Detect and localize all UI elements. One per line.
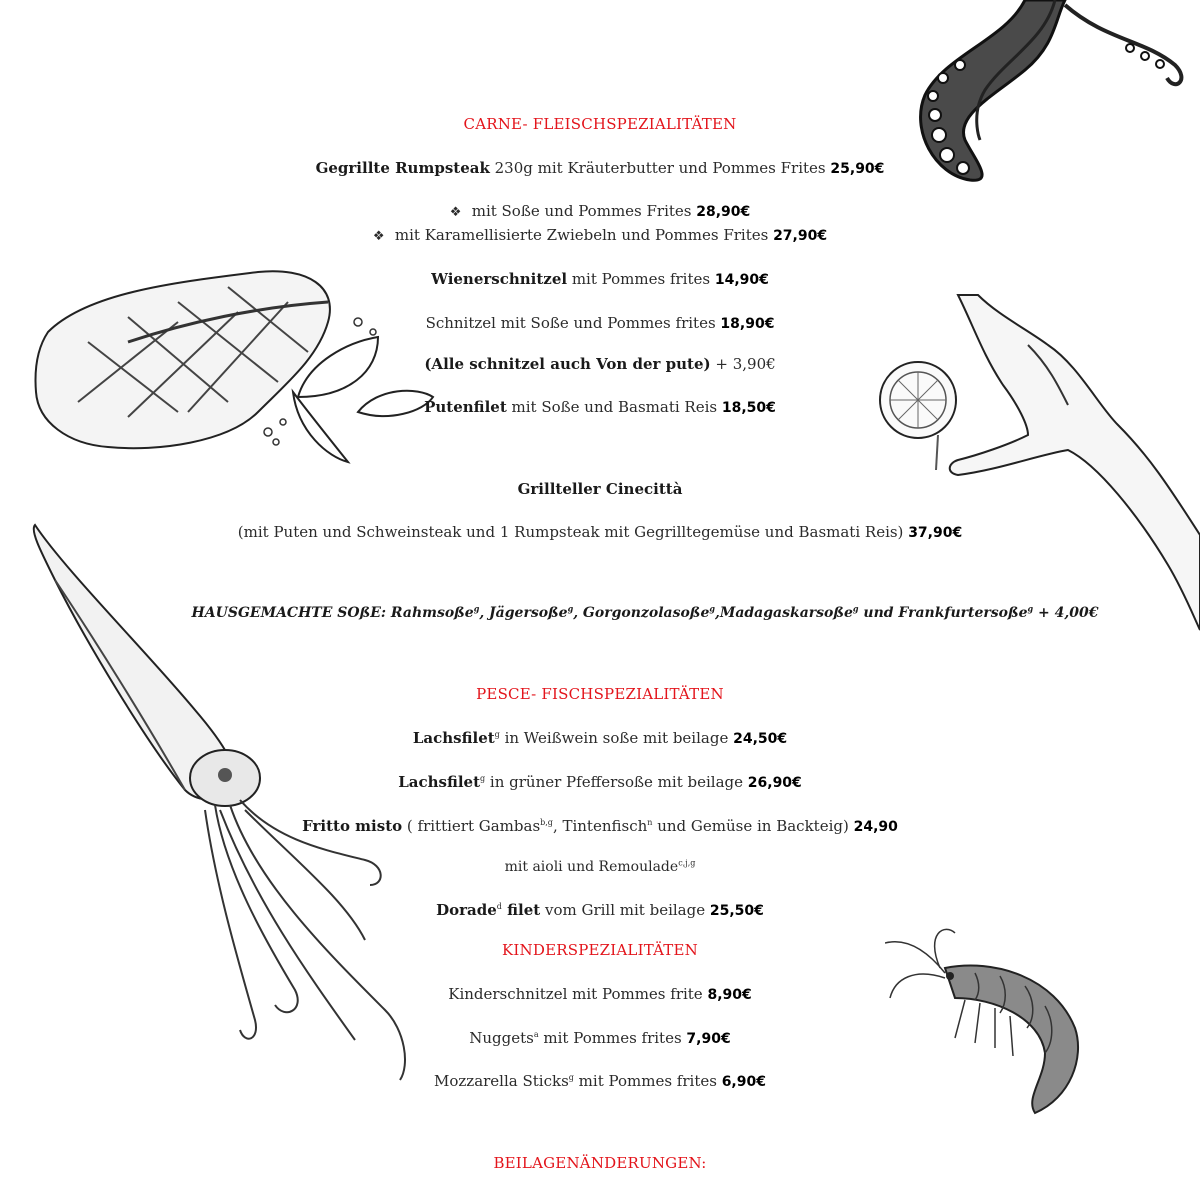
- allergen-mark: d: [496, 902, 502, 911]
- item-desc: in Weißwein soße mit beilage: [499, 729, 734, 747]
- item-price: 27,90€: [773, 228, 828, 244]
- item-desc: mit Pommes frites: [538, 1029, 687, 1047]
- allergen-mark: g: [480, 774, 486, 783]
- sides-section-title: BEILAGENÄNDERUNGEN:: [493, 1154, 707, 1172]
- menu-item-schnitzel: [0, 313, 1200, 334]
- item-name: (Alle schnitzel auch Von der pute): [424, 355, 711, 373]
- diamond-bullet-icon: ❖: [372, 229, 385, 244]
- item-name: Fritto misto: [302, 817, 403, 835]
- menu-item-dorade: [0, 900, 1200, 921]
- item-price: 24,50€: [733, 731, 788, 747]
- item-price: 26,90€: [747, 775, 802, 791]
- menu-item-grillteller: [0, 479, 1200, 499]
- item-desc: mit Karamellisierte Zwiebeln und Pommes Frites: [394, 226, 774, 244]
- sauce-name: , Jägersoße: [479, 605, 568, 621]
- item-name: Gegrillte Rumpsteak: [315, 159, 490, 177]
- item-desc: + 3,90€: [710, 355, 776, 373]
- item-desc: Kinderschnitzel mit Pommes frite: [448, 985, 708, 1003]
- diamond-bullet-icon: ❖: [449, 205, 462, 220]
- item-desc: Nuggets: [469, 1029, 534, 1047]
- item-price: 7,90€: [686, 1031, 731, 1047]
- menu-note-pute: [0, 354, 1200, 374]
- allergen-mark: g: [568, 1073, 574, 1082]
- item-name: Wienerschnitzel: [431, 270, 568, 288]
- hand-with-lemon-illustration: [878, 285, 1200, 635]
- menu-item-fritto-sub: [0, 857, 1200, 877]
- menu-item-putenfilet: [0, 397, 1200, 418]
- item-price: 25,90€: [830, 161, 885, 177]
- allergen-mark: c,j,g: [678, 858, 696, 868]
- sauce-name: ,Madagaskarsoße: [714, 605, 853, 621]
- item-name: Lachsfilet: [398, 773, 481, 791]
- menu-item-mozzarella-sticks: [0, 1071, 1200, 1092]
- item-price: 25,50€: [709, 903, 764, 919]
- menu-item-kinderschnitzel: [0, 984, 1200, 1005]
- menu-item-rumpsteak: [0, 158, 1200, 179]
- sauce-name: und Frankfurtersoße: [858, 605, 1028, 621]
- item-desc: mit aioli und Remoulade: [504, 859, 679, 875]
- meat-section-title: CARNE- FLEISCHSPEZIALITÄTEN: [463, 115, 737, 133]
- fish-section-title: PESCE- FISCHSPEZIALITÄTEN: [476, 685, 724, 703]
- sauce-price: + 4,00€: [1033, 605, 1099, 621]
- allergen-mark: g: [1027, 603, 1034, 614]
- item-name: Lachsfilet: [412, 729, 495, 747]
- menu-item-lachsfilet-weisswein: [0, 728, 1200, 749]
- allergen-mark: n: [647, 818, 653, 827]
- item-desc: 230g mit Kräuterbutter und Pommes Frites: [489, 159, 831, 177]
- item-price: 18,90€: [720, 316, 775, 332]
- allergen-mark: g: [473, 603, 480, 614]
- menu-item-grillteller-desc: [0, 522, 1200, 543]
- menu-item-fritto-misto: [0, 816, 1200, 837]
- item-price: 37,90€: [908, 525, 963, 541]
- item-desc: mit Pommes frites: [567, 270, 715, 288]
- sauce-name: Rahmsoße: [390, 605, 474, 621]
- item-desc: , Tintenfisch: [552, 817, 648, 835]
- allergen-mark: g: [567, 603, 574, 614]
- item-desc: mit Soße und Basmati Reis: [506, 398, 722, 416]
- item-price: 28,90€: [696, 204, 751, 220]
- item-price: 24,90: [853, 819, 898, 835]
- allergen-mark: g: [494, 730, 500, 739]
- sauce-name: , Gorgonzolasoße: [573, 605, 710, 621]
- item-name: Grillteller Cinecittà: [517, 480, 683, 498]
- item-name-suffix: filet: [501, 901, 541, 919]
- allergen-mark: g: [852, 603, 859, 614]
- item-price: 14,90€: [714, 272, 769, 288]
- item-desc: (mit Puten und Schweinsteak und 1 Rumpsteak mit Gegrilltegemüse und Basmati Reis): [237, 523, 909, 541]
- menu-item-nuggets: [0, 1028, 1200, 1049]
- item-desc: mit Pommes frites: [573, 1072, 722, 1090]
- item-name: Putenfilet: [424, 398, 507, 416]
- item-desc: ( frittiert Gambas: [402, 817, 541, 835]
- item-desc: in grüner Pfeffersoße mit beilage: [485, 773, 748, 791]
- kids-section-title: KINDERSPEZIALITÄTEN: [502, 941, 698, 959]
- allergen-mark: b,g: [540, 818, 553, 827]
- item-desc: und Gemüse in Backteig): [652, 817, 854, 835]
- item-name: Dorade: [436, 901, 497, 919]
- item-desc: mit Soße und Pommes Frites: [471, 202, 697, 220]
- sauces-line: [45, 603, 1200, 623]
- menu-item-lachsfilet-pfeffer: [0, 772, 1200, 793]
- allergen-mark: a: [533, 1030, 539, 1039]
- item-desc: Mozzarella Sticks: [434, 1072, 569, 1090]
- menu-option-onions: [0, 225, 1200, 247]
- sauces-label: HAUSGEMACHTE SOßE:: [191, 605, 391, 621]
- menu-item-wienerschnitzel: [0, 269, 1200, 290]
- item-price: 6,90€: [721, 1074, 766, 1090]
- item-desc: vom Grill mit beilage: [540, 901, 710, 919]
- item-desc: Schnitzel mit Soße und Pommes frites: [425, 314, 721, 332]
- item-price: 18,50€: [721, 400, 776, 416]
- menu-option-sauce: [0, 201, 1200, 223]
- item-price: 8,90€: [707, 987, 752, 1003]
- allergen-mark: g: [709, 603, 715, 614]
